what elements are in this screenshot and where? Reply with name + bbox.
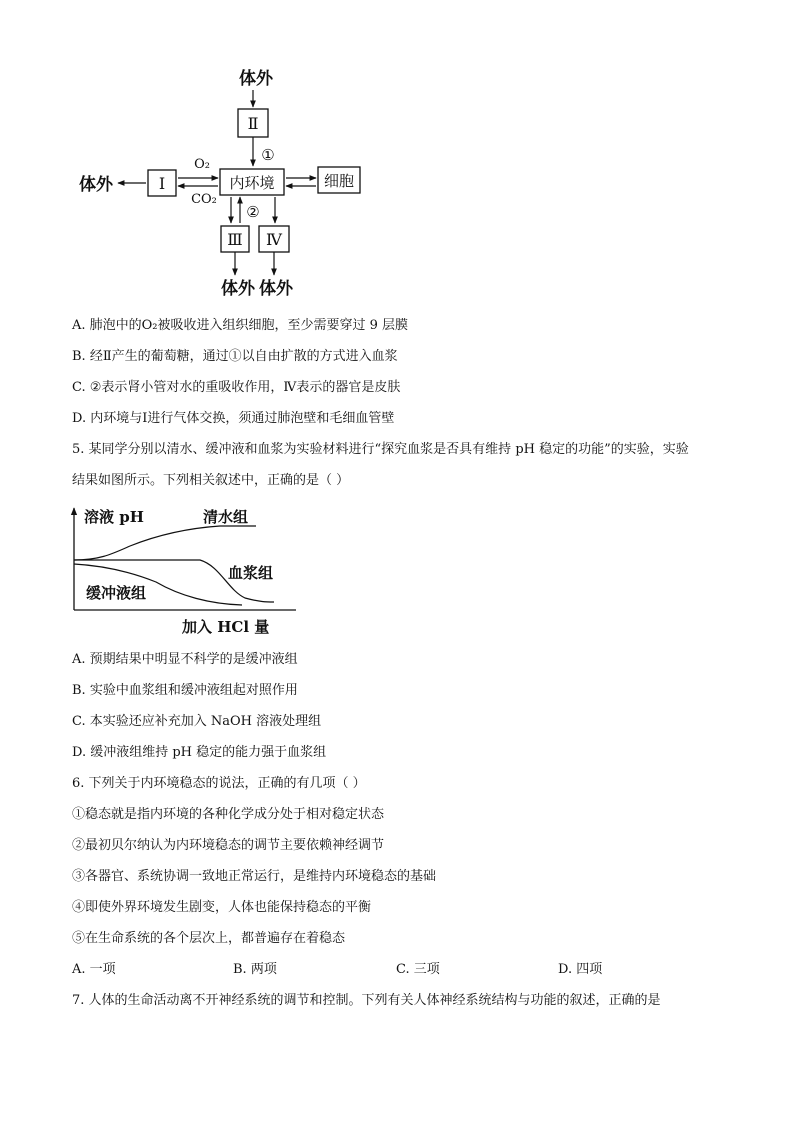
ph-chart: [60, 502, 300, 640]
series-label-buffer: 缓冲液组: [86, 584, 147, 602]
q4-option-c: C. ②表示肾小管对水的重吸收作用，Ⅳ表示的器官是皮肤: [72, 380, 401, 395]
q6-item-2: ②最初贝尔纳认为内环境稳态的调节主要依赖神经调节: [72, 838, 385, 853]
q6-item-4: ④即使外界环境发生剧变，人体也能保持稳态的平衡: [72, 900, 372, 915]
co2-label: CO₂: [191, 192, 217, 207]
bottom-outside-label-right: 体外: [259, 279, 293, 299]
q4-option-d: D. 内环境与Ⅰ进行气体交换，须通过肺泡壁和毛细血管壁: [72, 411, 395, 426]
q6-option-c: C. 三项: [396, 962, 440, 977]
q5-stem-line1: 5. 某同学分别以清水、缓冲液和血浆为实验材料进行“探究血浆是否具有维持 pH 稳定的功能”的实验，实验: [72, 442, 689, 457]
q6-option-a: A. 一项: [72, 962, 116, 977]
curve-water: [74, 526, 256, 560]
q6-option-d: D. 四项: [558, 962, 603, 977]
o2-label: O₂: [194, 157, 210, 172]
y-axis-label: 溶液 pH: [84, 508, 144, 526]
x-axis-label: 加入 HCl 量: [182, 618, 270, 636]
q7-stem: 7. 人体的生命活动离不开神经系统的调节和控制。下列有关人体神经系统结构与功能的叙述，正确的是: [72, 993, 661, 1008]
q6-item-1: ①稳态就是指内环境的各种化学成分处于相对稳定状态: [72, 807, 385, 822]
box-IV-label: Ⅳ: [266, 230, 282, 249]
q6-option-b: B. 两项: [233, 962, 277, 977]
q5-option-b: B. 实验中血浆组和缓冲液组起对照作用: [72, 683, 298, 698]
bottom-outside-label-left: 体外: [221, 279, 255, 299]
q5-option-d: D. 缓冲液组维持 pH 稳定的能力强于血浆组: [72, 745, 327, 760]
box-I-label: Ⅰ: [158, 174, 166, 193]
left-outside-label: 体外: [79, 175, 113, 195]
q4-option-b: B. 经Ⅱ产生的葡萄糖，通过①以自由扩散的方式进入血浆: [72, 349, 398, 364]
q5-option-a: A. 预期结果中明显不科学的是缓冲液组: [72, 652, 298, 667]
q6-stem: 6. 下列关于内环境稳态的说法，正确的有几项（ ）: [72, 776, 366, 791]
q5-stem-line2: 结果如图所示。下列相关叙述中，正确的是（ ）: [72, 473, 350, 488]
q5-option-c: C. 本实验还应补充加入 NaOH 溶液处理组: [72, 714, 322, 729]
series-label-water: 清水组: [203, 508, 249, 526]
top-outside-label: 体外: [239, 69, 273, 89]
box-III-label: Ⅲ: [227, 230, 243, 249]
series-label-plasma: 血浆组: [228, 564, 274, 582]
q4-option-a: A. 肺泡中的O₂被吸收进入组织细胞，至少需要穿过 9 层膜: [72, 318, 409, 333]
internal-environment-diagram: [0, 0, 794, 305]
q6-options: [72, 961, 722, 979]
box-II-label: Ⅱ: [247, 114, 259, 133]
cell-label: 细胞: [323, 172, 355, 190]
arrow-mark-1: ①: [261, 146, 275, 164]
internal-environment-label: 内环境: [229, 174, 275, 192]
q6-item-5: ⑤在生命系统的各个层次上，都普遍存在着稳态: [72, 931, 346, 946]
q6-item-3: ③各器官、系统协调一致地正常运行，是维持内环境稳态的基础: [72, 869, 437, 884]
arrow-mark-2: ②: [246, 203, 260, 221]
